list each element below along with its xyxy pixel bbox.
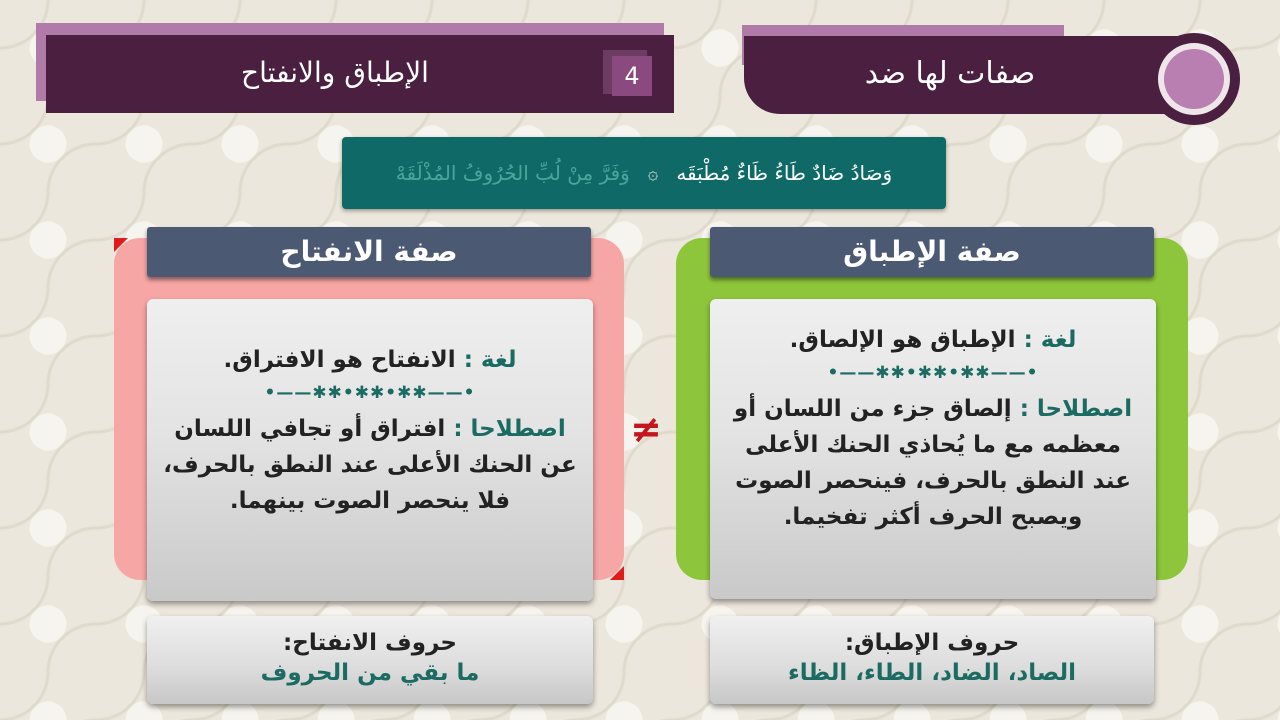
ornament-separator: •——✱✱•✱✱•✱✱——• — [827, 363, 1039, 383]
itbaq-technical-definition — [710, 391, 1156, 535]
itbaq-heading: صفة الإطباق — [710, 227, 1154, 277]
not-equal-icon: ≠ — [630, 407, 662, 451]
lang-label: لغة : — [463, 347, 517, 373]
infitah-definition-card — [147, 299, 593, 601]
slide-title: الإطباق والانفتاح — [241, 56, 429, 89]
ornament-separator: •——✱✱•✱✱•✱✱——• — [264, 383, 476, 403]
lang-text: الانفتاح هو الافتراق. — [223, 347, 456, 373]
slide-number: 4 — [612, 56, 652, 96]
circle-badge-dot — [1164, 49, 1224, 109]
verse-first-half: وَصَادُ ضَادٌ طَاءُ ظَاءٌ مُطْبَقَه — [676, 161, 893, 185]
term-label: اصطلاحا : — [1019, 396, 1133, 422]
verse-ornament-icon: ۞ — [647, 162, 659, 184]
itbaq-letters-value: الصاد، الضاد، الطاء، الظاء — [787, 660, 1077, 686]
lang-text: الإطباق هو الإلصاق. — [789, 327, 1016, 353]
itbaq-linguistic-definition — [710, 327, 1156, 353]
term-text: إلصاق جزء من اللسان أو معظمه مع ما يُحاذي الحنك الأعلى عند النطق بالحرف، فينحصر الصوت ويصبح الحرف أكثر تفخيما. — [733, 396, 1131, 530]
itbaq-definition-card — [710, 299, 1156, 599]
lang-label: لغة : — [1023, 327, 1077, 353]
infitah-heading: صفة الانفتاح — [147, 227, 591, 277]
infitah-linguistic-definition — [147, 347, 593, 373]
infitah-letters-title: حروف الانفتاح: — [283, 630, 457, 656]
infitah-technical-definition — [147, 411, 593, 519]
verse-banner — [342, 137, 946, 209]
term-text: افتراق أو تجافي اللسان عن الحنك الأعلى عند النطق بالحرف، فلا ينحصر الصوت بينهما. — [163, 416, 577, 514]
itbaq-letters-title: حروف الإطباق: — [844, 630, 1020, 656]
infitah-letters-card — [147, 616, 593, 704]
section-title: صفات لها ضد — [864, 56, 1036, 91]
verse-second-half: وَفَرَّ مِنْ لُبِّ الحُرُوفُ المُذْلَقَهْ — [395, 161, 630, 185]
term-label: اصطلاحا : — [453, 416, 566, 442]
itbaq-letters-card — [710, 616, 1154, 704]
infitah-letters-value: ما بقي من الحروف — [260, 660, 480, 686]
